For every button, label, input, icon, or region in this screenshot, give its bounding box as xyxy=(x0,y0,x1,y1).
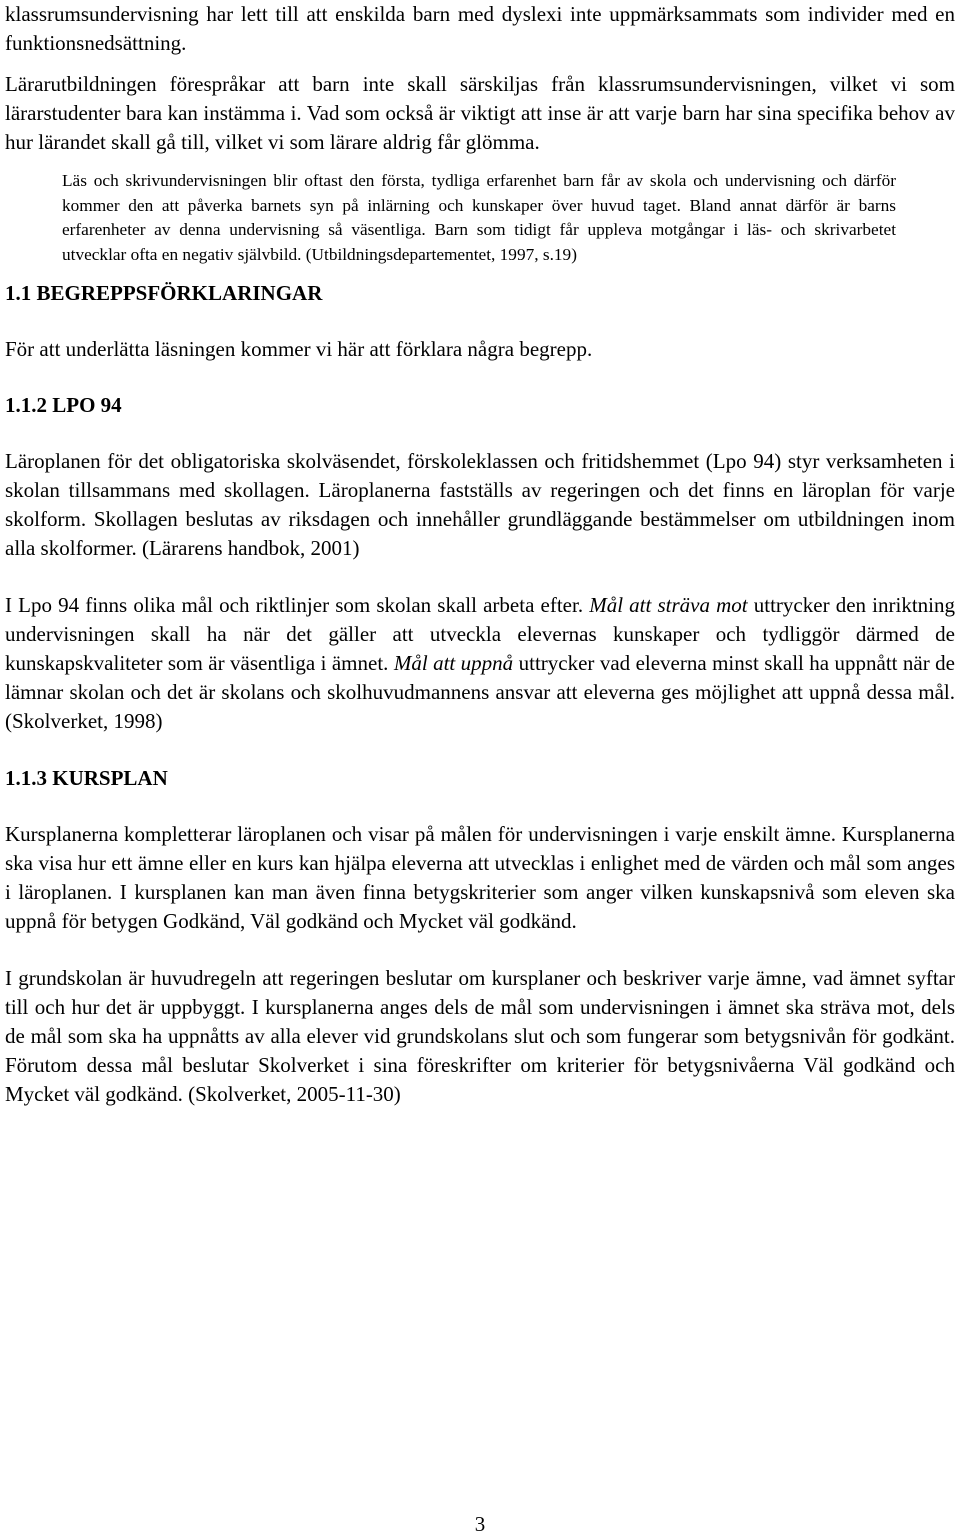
heading-lpo-94: 1.1.2 LPO 94 xyxy=(5,393,122,417)
spacer xyxy=(5,58,955,70)
paragraph-lpo-1: Läroplanen för det obligatoriska skolväsendet, förskoleklassen och fritidshemmet (Lpo 94) styr verksamheten i skolan tillsammans med skollagen. Läroplanerna fastställs av regeringen och det finns en läroplan för varje skolform. Skollagen beslutas av riksdagen och innehåller grundläggande bestämmelser om utbildningen inom alla skolformer. (Lärarens handbok, 2001) xyxy=(5,449,955,560)
block-quote: Läs och skrivundervisningen blir oftast den första, tydliga erfarenhet barn får av skola och undervisning och därför kommer den att påverka barnets syn på inlärning och kunskaper över huvud taget. Bland annat därför är barns erfarenheter av denna undervisning så väsentliga. Barn som tidigt får uppleva motgångar i läs- och skrivarbetet utvecklar ofta en negativ självbild. (Utbildningsdepartementet, 1997, s.19) xyxy=(62,171,896,264)
document-page xyxy=(5,0,955,1109)
spacer xyxy=(5,936,955,964)
paragraph-kursplan-2: I grundskolan är huvudregeln att regeringen beslutar om kursplaner och beskriver varje ämne, vad ämnet syftar till och hur det är uppbyggt. I kursplanerna anges dels de mål som undervisningen i ämnet ska sträva mot, dels de mål som ska ha uppnåtts av alla elever vid grundskolans slut och som fungerar som betygsnivån för godkänt. Förutom dessa mål beslutar Skolverket i sina föreskrifter om kriterier för betygsnivåerna Väl godkänd och Mycket väl godkänd. (Skolverket, 2005-11-30) xyxy=(5,966,955,1106)
paragraph-kursplan-1: Kursplanerna kompletterar läroplanen och visar på målen för undervisningen i varje enskilt ämne. Kursplanerna ska visa hur ett ämne eller en kurs kan hjälpa eleverna att utvecklas i enlighet med de värden och mål som anges i läroplanen. I kursplanen kan man även finna betygskriterier som anger vilken kunskapsnivå som eleven ska uppnå för betygen Godkänd, Väl godkänd och Mycket väl godkänd. xyxy=(5,822,955,933)
heading-kursplan: 1.1.3 KURSPLAN xyxy=(5,766,168,790)
page-number: 3 xyxy=(474,1512,486,1536)
spacer xyxy=(5,157,955,169)
paragraph-intro-end: klassrumsundervisning har lett till att enskilda barn med dyslexi inte uppmärksammats som individer med en funktionsnedsättning. xyxy=(5,2,955,55)
paragraph-definitions-intro: För att underlätta läsningen kommer vi här att förklara några begrepp. xyxy=(5,337,593,361)
paragraph-teacher-education: Lärarutbildningen förespråkar att barn inte skall särskiljas från klassrumsundervisningen, vilket vi som lärarstudenter bara kan instämma i. Vad som också är viktigt att inse är att varje barn har sina specifika behov av hur lärandet skall gå till, vilket vi som lärare aldrig får glömma. xyxy=(5,72,955,154)
paragraph-lpo-2 xyxy=(5,591,955,736)
italic-term-strava-mot: Mål att sträva mot xyxy=(589,593,748,617)
text-run: uttrycker den inriktning undervisningen skall ha när det gäller att utveckla elevernas kunskaper och tydliggör därmed de kunskapskvaliteter som är väsentliga i ämnet. xyxy=(5,593,955,675)
spacer xyxy=(5,793,955,820)
text-run: I Lpo 94 finns olika mål och riktlinjer som skolan skall arbeta efter. xyxy=(5,593,590,617)
spacer xyxy=(5,267,955,279)
spacer xyxy=(5,364,955,391)
italic-term-uppna: Mål att uppnå xyxy=(393,651,514,675)
heading-begreppsforklaringar: 1.1 BEGREPPSFÖRKLARINGAR xyxy=(5,281,323,305)
text-run: uttrycker vad eleverna minst skall ha uppnått när de lämnar skolan och det är skolans och skolhuvudmannens ansvar att eleverna ges möjlighet att uppnå dessa mål. (Skolverket, 1998) xyxy=(5,651,955,733)
spacer xyxy=(5,308,955,335)
spacer xyxy=(5,420,955,447)
spacer xyxy=(5,736,955,764)
spacer xyxy=(5,563,955,591)
